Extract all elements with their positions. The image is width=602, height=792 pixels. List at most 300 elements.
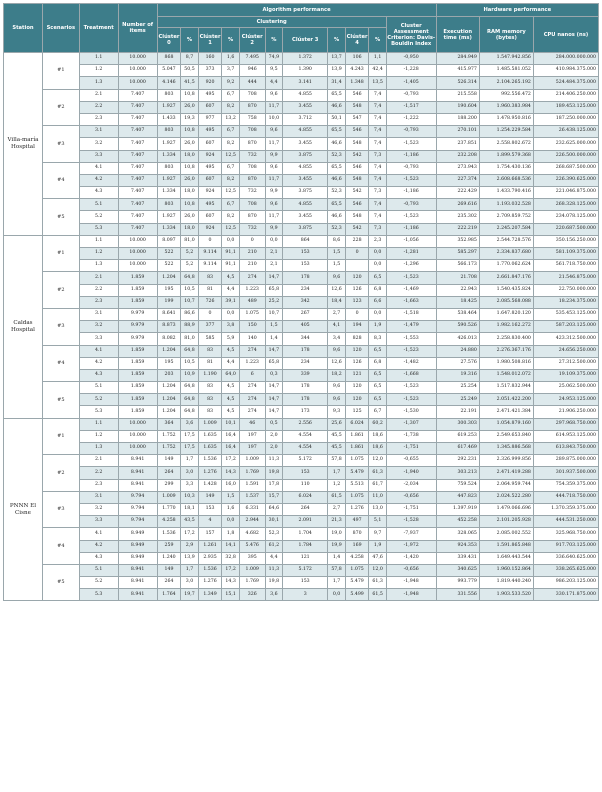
cluster2-pct: 14,7 — [265, 406, 282, 418]
cluster2-count: 210 — [239, 248, 265, 260]
cluster1-pct: 6,7 — [222, 89, 239, 101]
items-cell: 8.941 — [118, 467, 157, 479]
cluster3-count: 1.372 — [282, 53, 327, 65]
ram-memory-cell: 1.547.942.856 — [479, 53, 533, 65]
cluster3-pct: 1,2 — [328, 479, 345, 491]
table-row — [4, 540, 599, 552]
table-row — [4, 260, 599, 272]
ram-memory-cell: 2.064.959.744 — [479, 479, 533, 491]
cluster0-count: 8.082 — [157, 333, 181, 345]
cluster0-pct: 1,7 — [181, 455, 198, 467]
ram-memory-cell: 992.556.472 — [479, 89, 533, 101]
cluster1-count: 1.635 — [198, 430, 222, 442]
cluster3-pct: 46,6 — [328, 101, 345, 113]
davies-bouldin-cell: -1,948 — [386, 589, 436, 601]
ram-memory-cell: 2.661.847.176 — [479, 272, 533, 284]
cluster0-count: 203 — [157, 369, 181, 381]
table-row — [4, 394, 599, 406]
cluster2-pct: 74,9 — [265, 53, 282, 65]
cluster3-count: 5.172 — [282, 455, 327, 467]
execution-time-cell: 232.208 — [436, 150, 479, 162]
treatment-cell: 4.1 — [79, 528, 118, 540]
execution-time-cell: 452.258 — [436, 516, 479, 528]
davies-bouldin-cell: -1,668 — [386, 369, 436, 381]
cluster4-pct: 6,7 — [369, 406, 386, 418]
ram-memory-cell: 2.258.830.400 — [479, 333, 533, 345]
cluster1-count: 0 — [198, 308, 222, 320]
treatment-cell: 2.2 — [79, 101, 118, 113]
table-row — [4, 89, 599, 101]
cluster4-count: 120 — [345, 272, 369, 284]
cluster3-header: Clúster 3 — [282, 28, 327, 53]
treatment-header: Treatment — [79, 4, 118, 53]
cluster2-count: 946 — [239, 65, 265, 77]
davies-bouldin-cell: -1,530 — [386, 406, 436, 418]
cluster2-pct: 11,3 — [265, 564, 282, 576]
treatment-cell: 4.1 — [79, 162, 118, 174]
cluster2-count: 1.223 — [239, 357, 265, 369]
cpu-nanos-cell: 21.546.875.000 — [533, 272, 598, 284]
treatment-cell: 1.3 — [79, 443, 118, 455]
pct-header: % — [265, 28, 282, 53]
cluster4-pct: 7,3 — [369, 150, 386, 162]
cluster0-count: 1.204 — [157, 345, 181, 357]
treatment-cell: 1.1 — [79, 235, 118, 247]
ram-memory-header: RAM memory (bytes) — [479, 17, 533, 53]
davies-bouldin-cell: -1,948 — [386, 577, 436, 589]
davies-bouldin-cell: -0,656 — [386, 564, 436, 576]
cluster1-count: 0 — [198, 235, 222, 247]
table-row — [4, 235, 599, 247]
table-row — [4, 552, 599, 564]
cluster1-pct: 5,9 — [222, 333, 239, 345]
cluster2-count: 197 — [239, 443, 265, 455]
cluster2-pct: 10,7 — [265, 308, 282, 320]
cluster2-count: 444 — [239, 77, 265, 89]
cluster4-count: 547 — [345, 113, 369, 125]
items-cell: 7.407 — [118, 223, 157, 235]
station-cell: Caldas Hospital — [4, 235, 43, 418]
cluster4-count: 120 — [345, 382, 369, 394]
cluster2-pct: 30,1 — [265, 516, 282, 528]
table-row — [4, 455, 599, 467]
cluster3-count: 2.091 — [282, 516, 327, 528]
cluster3-count: 153 — [282, 577, 327, 589]
cluster3-count: 339 — [282, 369, 327, 381]
treatment-cell: 1.2 — [79, 430, 118, 442]
cluster4-pct: 60,2 — [369, 418, 386, 430]
items-cell: 8.941 — [118, 589, 157, 601]
table-row — [4, 272, 599, 284]
table-row — [4, 467, 599, 479]
table-row — [4, 174, 599, 186]
execution-time-cell: 27.576 — [436, 357, 479, 369]
pct-header: % — [328, 28, 345, 53]
davies-bouldin-cell: -1,479 — [386, 321, 436, 333]
cluster4-pct: 6,5 — [369, 345, 386, 357]
cluster4-count: 106 — [345, 53, 369, 65]
cluster2-pct: 0,0 — [265, 235, 282, 247]
scenario-cell: #4 — [42, 162, 79, 199]
treatment-cell: 3.1 — [79, 491, 118, 503]
cpu-nanos-cell: 338.265.625.000 — [533, 564, 598, 576]
execution-time-cell: 222.219 — [436, 223, 479, 235]
cluster4-count: 542 — [345, 150, 369, 162]
cluster3-count: 3.875 — [282, 150, 327, 162]
cluster4-pct: 0,0 — [369, 248, 386, 260]
cluster4-count: 194 — [345, 321, 369, 333]
cluster3-pct: 46,6 — [328, 174, 345, 186]
cpu-nanos-cell: 289.875.000.000 — [533, 455, 598, 467]
cluster2-count: 2.944 — [239, 516, 265, 528]
cluster0-pct: 18,0 — [181, 187, 198, 199]
cluster3-pct: 18,2 — [328, 369, 345, 381]
cluster3-count: 173 — [282, 406, 327, 418]
treatment-cell: 2.3 — [79, 479, 118, 491]
cluster0-pct: 10,3 — [181, 491, 198, 503]
cluster1-pct: 15,1 — [222, 589, 239, 601]
cpu-nanos-cell: 444.718.750.000 — [533, 491, 598, 503]
cluster4-pct: 8,3 — [369, 333, 386, 345]
treatment-cell: 4.2 — [79, 174, 118, 186]
cluster2-pct: 64,6 — [265, 503, 282, 515]
cluster0-count: 199 — [157, 296, 181, 308]
treatment-cell: 5.1 — [79, 199, 118, 211]
ram-memory-cell: 1.960.383.984 — [479, 101, 533, 113]
cluster4-count: 228 — [345, 235, 369, 247]
cluster0-count: 195 — [157, 357, 181, 369]
davies-bouldin-cell: -1,186 — [386, 187, 436, 199]
cluster1-count: 607 — [198, 174, 222, 186]
cluster1-count: 495 — [198, 89, 222, 101]
cluster3-pct: 57,8 — [328, 455, 345, 467]
execution-time-cell: 24.880 — [436, 345, 479, 357]
cluster3-count: 3.455 — [282, 211, 327, 223]
ram-memory-cell: 1.819.440.240 — [479, 577, 533, 589]
pct-header: % — [181, 28, 198, 53]
cluster3-pct: 57,8 — [328, 564, 345, 576]
scenario-cell: #3 — [42, 308, 79, 345]
cluster1-pct: 1,6 — [222, 503, 239, 515]
cpu-nanos-cell: 444.531.250.000 — [533, 516, 598, 528]
ram-memory-cell: 2.549.653.840 — [479, 430, 533, 442]
cluster2-pct: 65,8 — [265, 357, 282, 369]
cluster0-count: 1.009 — [157, 491, 181, 503]
ram-memory-cell: 1.193.032.528 — [479, 199, 533, 211]
cluster3-count: 3.455 — [282, 101, 327, 113]
table-row — [4, 430, 599, 442]
cluster1-pct: 4,4 — [222, 357, 239, 369]
cluster3-count: 153 — [282, 467, 327, 479]
ram-memory-cell: 2.276.367.176 — [479, 345, 533, 357]
cluster0-pct: 10,9 — [181, 369, 198, 381]
cluster1-count: 726 — [198, 296, 222, 308]
treatment-cell: 2.2 — [79, 284, 118, 296]
table-row — [4, 491, 599, 503]
items-cell: 1.859 — [118, 406, 157, 418]
items-cell: 7.407 — [118, 199, 157, 211]
cluster0-count: 1.334 — [157, 223, 181, 235]
ram-memory-cell: 2.544.728.576 — [479, 235, 533, 247]
ram-memory-cell: 1.540.435.824 — [479, 284, 533, 296]
ram-memory-cell: 1.982.162.272 — [479, 321, 533, 333]
table-row — [4, 126, 599, 138]
items-cell: 7.407 — [118, 174, 157, 186]
execution-time-cell: 222.429 — [436, 187, 479, 199]
items-cell: 9.794 — [118, 491, 157, 503]
table-header — [4, 4, 599, 53]
cluster0-count: 1.770 — [157, 503, 181, 515]
scenario-cell: #1 — [42, 53, 79, 90]
cpu-nanos-cell: 187.250.000.000 — [533, 113, 598, 125]
cpu-nanos-cell: 21.906.250.000 — [533, 406, 598, 418]
execution-time-cell: 590.526 — [436, 321, 479, 333]
treatment-cell: 3.1 — [79, 308, 118, 320]
cluster4-count — [345, 260, 369, 272]
cluster2-count: 274 — [239, 382, 265, 394]
cluster3-count: 267 — [282, 308, 327, 320]
cpu-nanos-cell: 587.203.125.000 — [533, 321, 598, 333]
cluster0-pct: 86,6 — [181, 308, 198, 320]
cluster0-pct: 3,0 — [181, 577, 198, 589]
cpu-nanos-cell: 220.687.500.000 — [533, 223, 598, 235]
ram-memory-cell: 2.558.802.672 — [479, 138, 533, 150]
items-cell: 10.000 — [118, 418, 157, 430]
cluster0-pct: 88,9 — [181, 321, 198, 333]
treatment-cell: 1.3 — [79, 77, 118, 89]
table-row — [4, 369, 599, 381]
cluster4-count: 542 — [345, 187, 369, 199]
execution-time-cell: 18.425 — [436, 296, 479, 308]
cluster2-pct: 52,3 — [265, 528, 282, 540]
ram-memory-cell: 1.770.062.624 — [479, 260, 533, 272]
treatment-cell: 4.2 — [79, 540, 118, 552]
cpu-nanos-cell: 18.234.375.000 — [533, 296, 598, 308]
cluster2-count: 708 — [239, 199, 265, 211]
cluster2-count: 1.591 — [239, 479, 265, 491]
station-header: Station — [4, 4, 43, 53]
cluster4-header: Clúster 4 — [345, 28, 369, 53]
items-cell: 10.000 — [118, 248, 157, 260]
cluster2-pct: 2,0 — [265, 443, 282, 455]
cluster4-count: 0 — [345, 248, 369, 260]
cluster0-count: 149 — [157, 564, 181, 576]
table-body — [4, 53, 599, 601]
cluster4-count: 123 — [345, 296, 369, 308]
cluster4-count: 5.499 — [345, 589, 369, 601]
cluster4-pct: 7,3 — [369, 187, 386, 199]
cluster3-count: 405 — [282, 321, 327, 333]
cluster0-pct: 18,0 — [181, 150, 198, 162]
cluster2-pct: 9,6 — [265, 162, 282, 174]
cluster3-count: 4.554 — [282, 430, 327, 442]
cluster2-count: 1.769 — [239, 577, 265, 589]
cluster4-pct: 6,8 — [369, 357, 386, 369]
cluster4-pct: 12,0 — [369, 455, 386, 467]
cluster4-count: 1.861 — [345, 430, 369, 442]
cluster2-count: 150 — [239, 321, 265, 333]
cpu-nanos-cell: 24.656.250.000 — [533, 345, 598, 357]
cluster2-pct: 15,7 — [265, 491, 282, 503]
davies-bouldin-cell: -2,034 — [386, 479, 436, 491]
cluster2-pct: 19,8 — [265, 467, 282, 479]
ram-memory-cell: 1.960.152.864 — [479, 564, 533, 576]
items-cell: 10.000 — [118, 260, 157, 272]
cluster4-count: 542 — [345, 223, 369, 235]
cluster1-pct: 12,5 — [222, 187, 239, 199]
cluster0-pct: 64,8 — [181, 382, 198, 394]
cluster4-pct: 42,4 — [369, 65, 386, 77]
cluster1-count: 924 — [198, 150, 222, 162]
cluster0-pct: 10,8 — [181, 162, 198, 174]
cluster4-pct: 6,5 — [369, 394, 386, 406]
cluster3-pct: 8,6 — [328, 235, 345, 247]
treatment-cell: 2.2 — [79, 467, 118, 479]
davies-bouldin-cell: -1,523 — [386, 174, 436, 186]
cluster4-pct: 11,0 — [369, 491, 386, 503]
cluster1-pct: 39,1 — [222, 296, 239, 308]
cpu-nanos-header: CPU nanos (ns) — [533, 17, 598, 53]
treatment-cell: 4.2 — [79, 357, 118, 369]
execution-time-cell: 227.374 — [436, 174, 479, 186]
cluster0-pct: 26,0 — [181, 101, 198, 113]
cluster1-pct: 17,2 — [222, 455, 239, 467]
execution-time-cell: 447.823 — [436, 491, 479, 503]
items-cell: 10.000 — [118, 443, 157, 455]
ram-memory-cell: 2.608.668.536 — [479, 174, 533, 186]
treatment-cell: 3.2 — [79, 138, 118, 150]
cluster4-pct: 7,4 — [369, 126, 386, 138]
cluster1-pct: 13,2 — [222, 113, 239, 125]
treatment-cell: 3.3 — [79, 333, 118, 345]
items-cell: 1.859 — [118, 284, 157, 296]
hardware-performance-header: Hardware performance — [436, 4, 598, 17]
davies-bouldin-cell: -1,523 — [386, 211, 436, 223]
davies-bouldin-cell: -0,655 — [386, 455, 436, 467]
cluster1-count: 1.349 — [198, 589, 222, 601]
ram-memory-cell: 1.485.581.052 — [479, 65, 533, 77]
cluster4-count: 546 — [345, 162, 369, 174]
cluster4-count: 548 — [345, 138, 369, 150]
cluster3-pct: 1,5 — [328, 260, 345, 272]
cluster4-pct: 6,5 — [369, 272, 386, 284]
cluster1-pct: 4,5 — [222, 382, 239, 394]
execution-time-cell: 566.173 — [436, 260, 479, 272]
cluster2-count: 274 — [239, 345, 265, 357]
cluster0-pct: 3,6 — [181, 418, 198, 430]
cluster1-count: 495 — [198, 126, 222, 138]
cluster0-count: 868 — [157, 53, 181, 65]
cluster4-count: 125 — [345, 406, 369, 418]
scenarios-header: Scenarios — [42, 4, 79, 53]
cluster1-pct: 8,2 — [222, 174, 239, 186]
treatment-cell: 1.2 — [79, 65, 118, 77]
cluster0-pct: 3,0 — [181, 467, 198, 479]
cluster3-count: 3.875 — [282, 223, 327, 235]
cluster3-pct: 65,5 — [328, 126, 345, 138]
items-cell: 7.407 — [118, 89, 157, 101]
items-cell: 9.979 — [118, 333, 157, 345]
cpu-nanos-cell: 754.359.375.000 — [533, 479, 598, 491]
treatment-cell: 3.2 — [79, 503, 118, 515]
cluster0-pct: 13,9 — [181, 552, 198, 564]
davies-bouldin-cell: -1,751 — [386, 503, 436, 515]
scenario-cell: #2 — [42, 272, 79, 309]
cluster1-pct: 4,5 — [222, 394, 239, 406]
davies-bouldin-cell: -1,056 — [386, 235, 436, 247]
cluster1-pct: 12,5 — [222, 150, 239, 162]
cluster1-pct: 64,0 — [222, 369, 239, 381]
execution-time-cell: 538.464 — [436, 308, 479, 320]
cluster4-count: 5.479 — [345, 577, 369, 589]
cluster1-count: 157 — [198, 528, 222, 540]
cluster4-pct: 18,6 — [369, 443, 386, 455]
cluster3-pct: 9,6 — [328, 394, 345, 406]
scenario-cell: #5 — [42, 564, 79, 601]
cluster2-pct: 9,6 — [265, 89, 282, 101]
table-row — [4, 53, 599, 65]
davies-bouldin-cell: -1,940 — [386, 467, 436, 479]
cluster4-pct: 7,4 — [369, 199, 386, 211]
cluster0-count: 1.927 — [157, 101, 181, 113]
cluster2-count: 1.009 — [239, 455, 265, 467]
cluster3-count: 3.875 — [282, 187, 327, 199]
cluster2-count: 870 — [239, 138, 265, 150]
execution-time-cell: 237.851 — [436, 138, 479, 150]
cluster0-pct: 18,1 — [181, 503, 198, 515]
cpu-nanos-cell: 581.109.375.000 — [533, 248, 598, 260]
cluster3-pct: 12,6 — [328, 357, 345, 369]
cluster0-pct: 8,7 — [181, 53, 198, 65]
cluster4-count: 6.024 — [345, 418, 369, 430]
cluster0-count: 803 — [157, 89, 181, 101]
cluster3-pct: 19,0 — [328, 528, 345, 540]
table-row — [4, 589, 599, 601]
cluster4-pct: 1,9 — [369, 540, 386, 552]
cluster0-count: 1.927 — [157, 174, 181, 186]
table-row — [4, 357, 599, 369]
ram-memory-cell: 2.709.859.752 — [479, 211, 533, 223]
cluster2-count: 7.495 — [239, 53, 265, 65]
items-cell: 10.000 — [118, 65, 157, 77]
cluster0-pct: 64,8 — [181, 394, 198, 406]
davies-bouldin-cell: -1,281 — [386, 248, 436, 260]
cluster3-count: 3.455 — [282, 174, 327, 186]
execution-time-cell: 303.213 — [436, 467, 479, 479]
scenario-cell: #4 — [42, 345, 79, 382]
items-cell: 8.941 — [118, 577, 157, 589]
davies-bouldin-cell: -1,523 — [386, 382, 436, 394]
cpu-nanos-cell: 917.703.125.000 — [533, 540, 598, 552]
cluster2-count: 870 — [239, 101, 265, 113]
ram-memory-cell: 2.245.207.584 — [479, 223, 533, 235]
cluster1-pct: 32,8 — [222, 552, 239, 564]
cluster4-pct: 6,6 — [369, 296, 386, 308]
cpu-nanos-cell: 234.078.125.000 — [533, 211, 598, 223]
cluster4-count: 1.861 — [345, 443, 369, 455]
treatment-cell: 3.1 — [79, 126, 118, 138]
cluster2-pct: 2,1 — [265, 260, 282, 272]
cluster4-count: 5.513 — [345, 479, 369, 491]
cluster4-count: 1.276 — [345, 503, 369, 515]
items-cell: 7.407 — [118, 150, 157, 162]
cluster2-pct: 2,1 — [265, 248, 282, 260]
cluster1-count: 83 — [198, 394, 222, 406]
ram-memory-cell: 1.980.508.816 — [479, 357, 533, 369]
cpu-nanos-cell: 297.968.750.000 — [533, 418, 598, 430]
davies-bouldin-cell: -1,663 — [386, 296, 436, 308]
cpu-nanos-cell: 24.953.125.000 — [533, 394, 598, 406]
